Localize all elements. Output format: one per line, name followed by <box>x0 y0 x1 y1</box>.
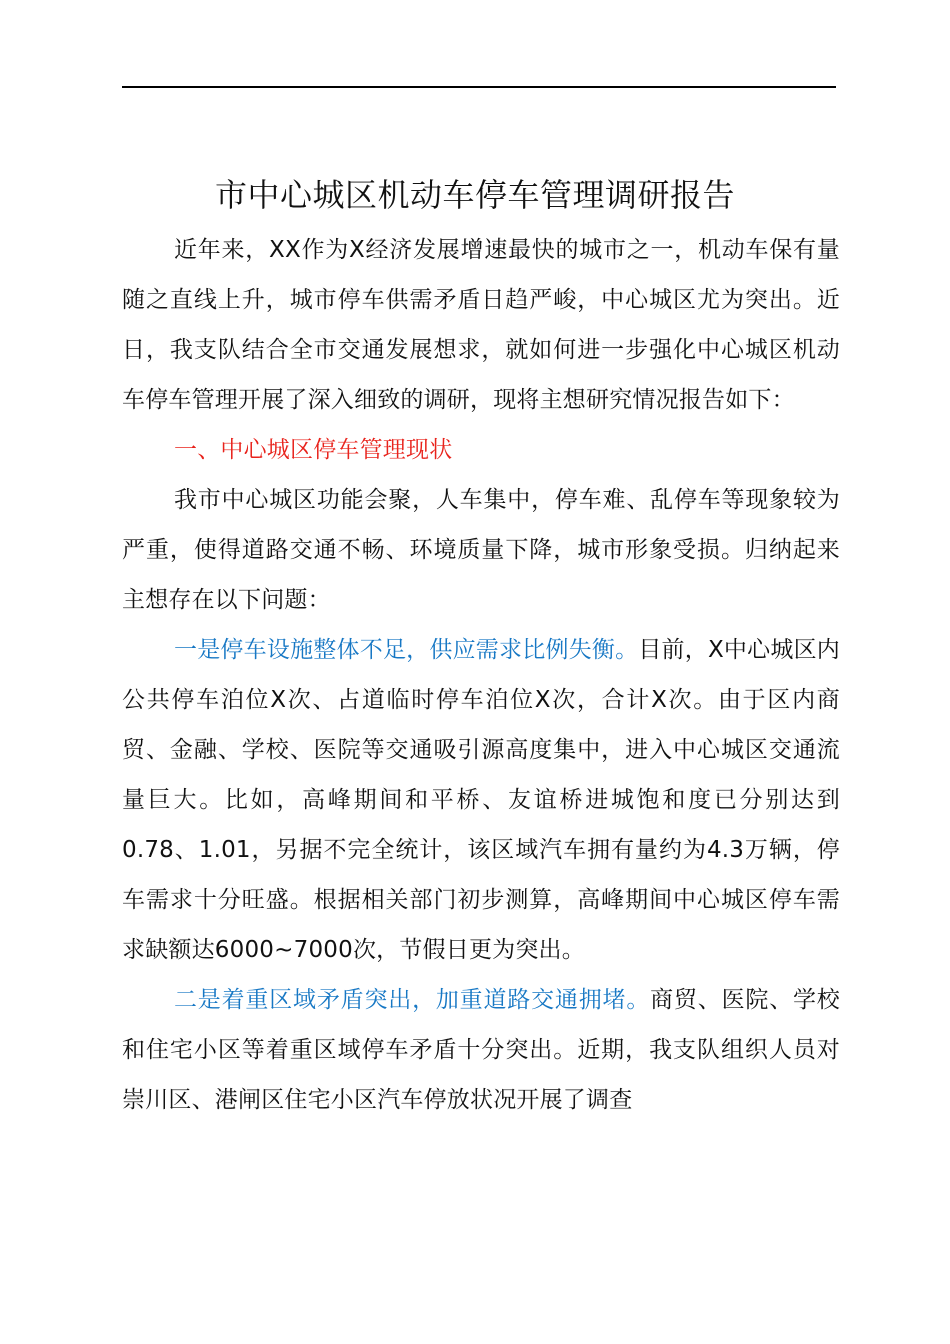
point-1-body: 目前，X中心城区内公共停车泊位X次、占道临时停车泊位X次，合计X次。由于区内商贸、金融、学校、医院等交通吸引源高度集中，进入中心城区交通流量巨大。比如，高峰期间和平桥、友谊桥进城饱和度已分别达到0.78、1.01，另据不完全统计，该区域汽车拥有量约为4.3万辆，停车需求十分旺盛。根据相关部门初步测算，高峰期间中心城区停车需求缺额达6000~7000次，节假日更为突出。 <box>122 637 840 963</box>
document-body <box>122 225 840 1125</box>
page-title: 市中心城区机动车停车管理调研报告 <box>214 176 735 215</box>
point-2-lead: 二是着重区域矛盾突出，加重道路交通拥堵。 <box>174 987 651 1013</box>
point-1-paragraph <box>122 625 840 975</box>
point-1-lead: 一是停车设施整体不足，供应需求比例失衡。 <box>174 637 639 663</box>
point-2-paragraph <box>122 975 840 1125</box>
header-rule <box>122 86 836 88</box>
section-heading-1: 一、中心城区停车管理现状 <box>174 437 453 463</box>
point-2-body: 商贸、医院、学校和住宅小区等着重区域停车矛盾十分突出。近期，我支队组织人员对崇川区、港闸区住宅小区汽车停放状况开展了调查 <box>122 987 841 1113</box>
intro-paragraph: 近年来，XX作为X经济发展增速最快的城市之一，机动车保有量随之直线上升，城市停车供需矛盾日趋严峻，中心城区尤为突出。近日，我支队结合全市交通发展想求，就如何进一步强化中心城区机动车停车管理开展了深入细致的调研，现将主想研究情况报告如下： <box>122 237 840 413</box>
section1-paragraph: 我市中心城区功能会聚，人车集中，停车难、乱停车等现象较为严重，使得道路交通不畅、环境质量下降，城市形象受损。归纳起来主想存在以下问题： <box>122 487 840 613</box>
